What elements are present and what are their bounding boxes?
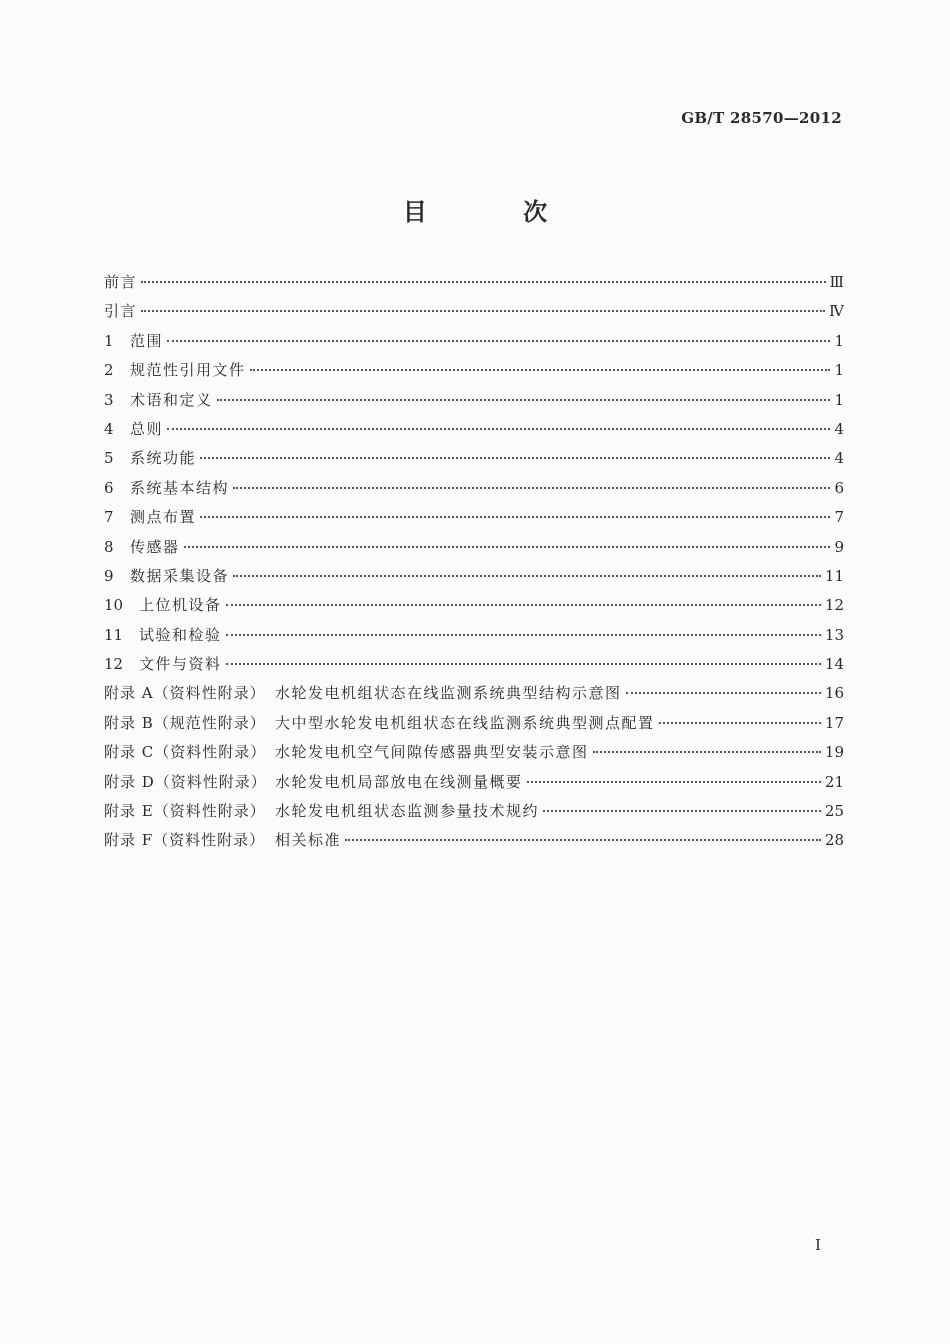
- dot-leader: [226, 604, 821, 606]
- toc-appendix-entry[interactable]: [104, 826, 844, 855]
- toc-entry-page: 11: [824, 566, 844, 585]
- toc-entry[interactable]: [104, 268, 844, 297]
- appendix-label: 水轮发电机组状态在线监测系统典型结构示意图: [275, 684, 622, 703]
- appendix-prefix: 附录 E（资料性附录）: [104, 802, 266, 821]
- toc-entry-label: 范围: [130, 331, 164, 350]
- dot-leader: [226, 663, 821, 665]
- dot-leader: [527, 781, 821, 783]
- dot-leader: [217, 399, 830, 401]
- dot-leader: [543, 810, 821, 812]
- appendix-label: 水轮发电机组状态监测参量技术规约: [275, 802, 540, 821]
- dot-leader: [659, 722, 821, 724]
- toc-entry-label: 测点布置: [130, 508, 197, 527]
- dot-leader: [345, 839, 821, 841]
- appendix-label: 水轮发电机空气间隙传感器典型安装示意图: [275, 743, 589, 762]
- toc-entry-page: 9: [834, 537, 844, 556]
- toc-entry-page: 13: [824, 625, 844, 644]
- appendix-page: 28: [824, 831, 844, 850]
- appendix-label: 相关标准: [275, 831, 342, 850]
- toc-entry-number: 11: [104, 625, 124, 644]
- toc-entry[interactable]: [104, 297, 844, 326]
- toc-entry[interactable]: [104, 562, 844, 591]
- page-number: I: [815, 1236, 821, 1254]
- toc-entry-page: 1: [834, 390, 844, 409]
- dot-leader: [593, 751, 821, 753]
- toc-entry-page: Ⅳ: [829, 302, 844, 321]
- toc-entry-page: 12: [824, 596, 844, 615]
- toc-entry-number: 10: [104, 596, 124, 615]
- toc-entry-number: 4: [104, 419, 114, 438]
- toc-entry-page: Ⅲ: [829, 273, 844, 291]
- toc-entry-label: 传感器: [130, 537, 180, 556]
- toc-entry-number: 2: [104, 361, 114, 380]
- toc-entry[interactable]: [104, 591, 844, 620]
- toc-entry-page: 6: [834, 478, 844, 497]
- appendix-page: 16: [824, 684, 844, 703]
- toc-entry-number: 12: [104, 655, 124, 674]
- toc-entry[interactable]: [104, 356, 844, 385]
- toc-entry[interactable]: [104, 503, 844, 532]
- toc-appendix-entry[interactable]: [104, 797, 844, 826]
- toc-entry-label: 数据采集设备: [130, 566, 230, 585]
- toc-entry-label: 上位机设备: [139, 596, 222, 615]
- toc-entry-label: 系统功能: [130, 449, 197, 468]
- toc-entry-number: 9: [104, 566, 114, 585]
- toc-entry-number: 7: [104, 508, 114, 527]
- toc-entry-number: 5: [104, 449, 114, 468]
- dot-leader: [141, 310, 825, 312]
- dot-leader: [167, 340, 830, 342]
- dot-leader: [200, 516, 830, 518]
- appendix-prefix: 附录 F（资料性附录）: [104, 831, 266, 850]
- toc-entry-label: 文件与资料: [139, 655, 222, 674]
- dot-leader: [626, 692, 821, 694]
- toc-entry-label: 规范性引用文件: [130, 361, 246, 380]
- dot-leader: [226, 634, 821, 636]
- toc-entry-label: 引言: [104, 302, 138, 321]
- dot-leader: [233, 487, 830, 489]
- appendix-prefix: 附录 B（规范性附录）: [104, 713, 266, 732]
- toc-entry[interactable]: [104, 474, 844, 503]
- appendix-label: 水轮发电机局部放电在线测量概要: [275, 772, 523, 791]
- page-title: 目 次: [402, 198, 592, 226]
- toc-entry-page: 7: [834, 508, 844, 527]
- toc-entry[interactable]: [104, 444, 844, 473]
- appendix-prefix: 附录 A（资料性附录）: [104, 684, 266, 703]
- toc-entry-number: 1: [104, 331, 114, 350]
- toc-entry[interactable]: [104, 386, 844, 415]
- table-of-contents: [104, 268, 844, 856]
- appendix-prefix: 附录 C（资料性附录）: [104, 743, 267, 762]
- toc-entry-number: 8: [104, 537, 114, 556]
- appendix-page: 21: [824, 772, 844, 791]
- toc-entry-page: 4: [834, 419, 844, 438]
- dot-leader: [200, 457, 830, 459]
- appendix-label: 大中型水轮发电机组状态在线监测系统典型测点配置: [275, 713, 655, 732]
- toc-entry[interactable]: [104, 415, 844, 444]
- toc-entry[interactable]: [104, 327, 844, 356]
- standard-code: GB/T 28570—2012: [681, 109, 842, 127]
- toc-entry-label: 术语和定义: [130, 390, 213, 409]
- toc-entry-page: 14: [824, 655, 844, 674]
- toc-entry-page: 1: [834, 331, 844, 350]
- toc-entry-page: 1: [834, 361, 844, 380]
- toc-appendix-entry[interactable]: [104, 709, 844, 738]
- dot-leader: [184, 546, 830, 548]
- dot-leader: [250, 369, 830, 371]
- toc-entry-number: 3: [104, 390, 114, 409]
- toc-entry-label: 系统基本结构: [130, 478, 230, 497]
- appendix-prefix: 附录 D（资料性附录）: [104, 772, 267, 791]
- toc-appendix-entry[interactable]: [104, 738, 844, 767]
- appendix-page: 25: [824, 802, 844, 821]
- toc-entry[interactable]: [104, 650, 844, 679]
- toc-entry[interactable]: [104, 533, 844, 562]
- dot-leader: [233, 575, 821, 577]
- toc-appendix-entry[interactable]: [104, 768, 844, 797]
- toc-entry[interactable]: [104, 621, 844, 650]
- toc-entry-label: 前言: [104, 273, 138, 291]
- toc-entry-page: 4: [834, 449, 844, 468]
- dot-leader: [167, 428, 830, 430]
- toc-entry-label: 总则: [130, 419, 164, 438]
- appendix-page: 19: [824, 743, 844, 762]
- dot-leader: [141, 281, 826, 283]
- appendix-page: 17: [824, 713, 844, 732]
- toc-appendix-entry[interactable]: [104, 679, 844, 708]
- toc-entry-number: 6: [104, 478, 114, 497]
- toc-entry-label: 试验和检验: [139, 625, 222, 644]
